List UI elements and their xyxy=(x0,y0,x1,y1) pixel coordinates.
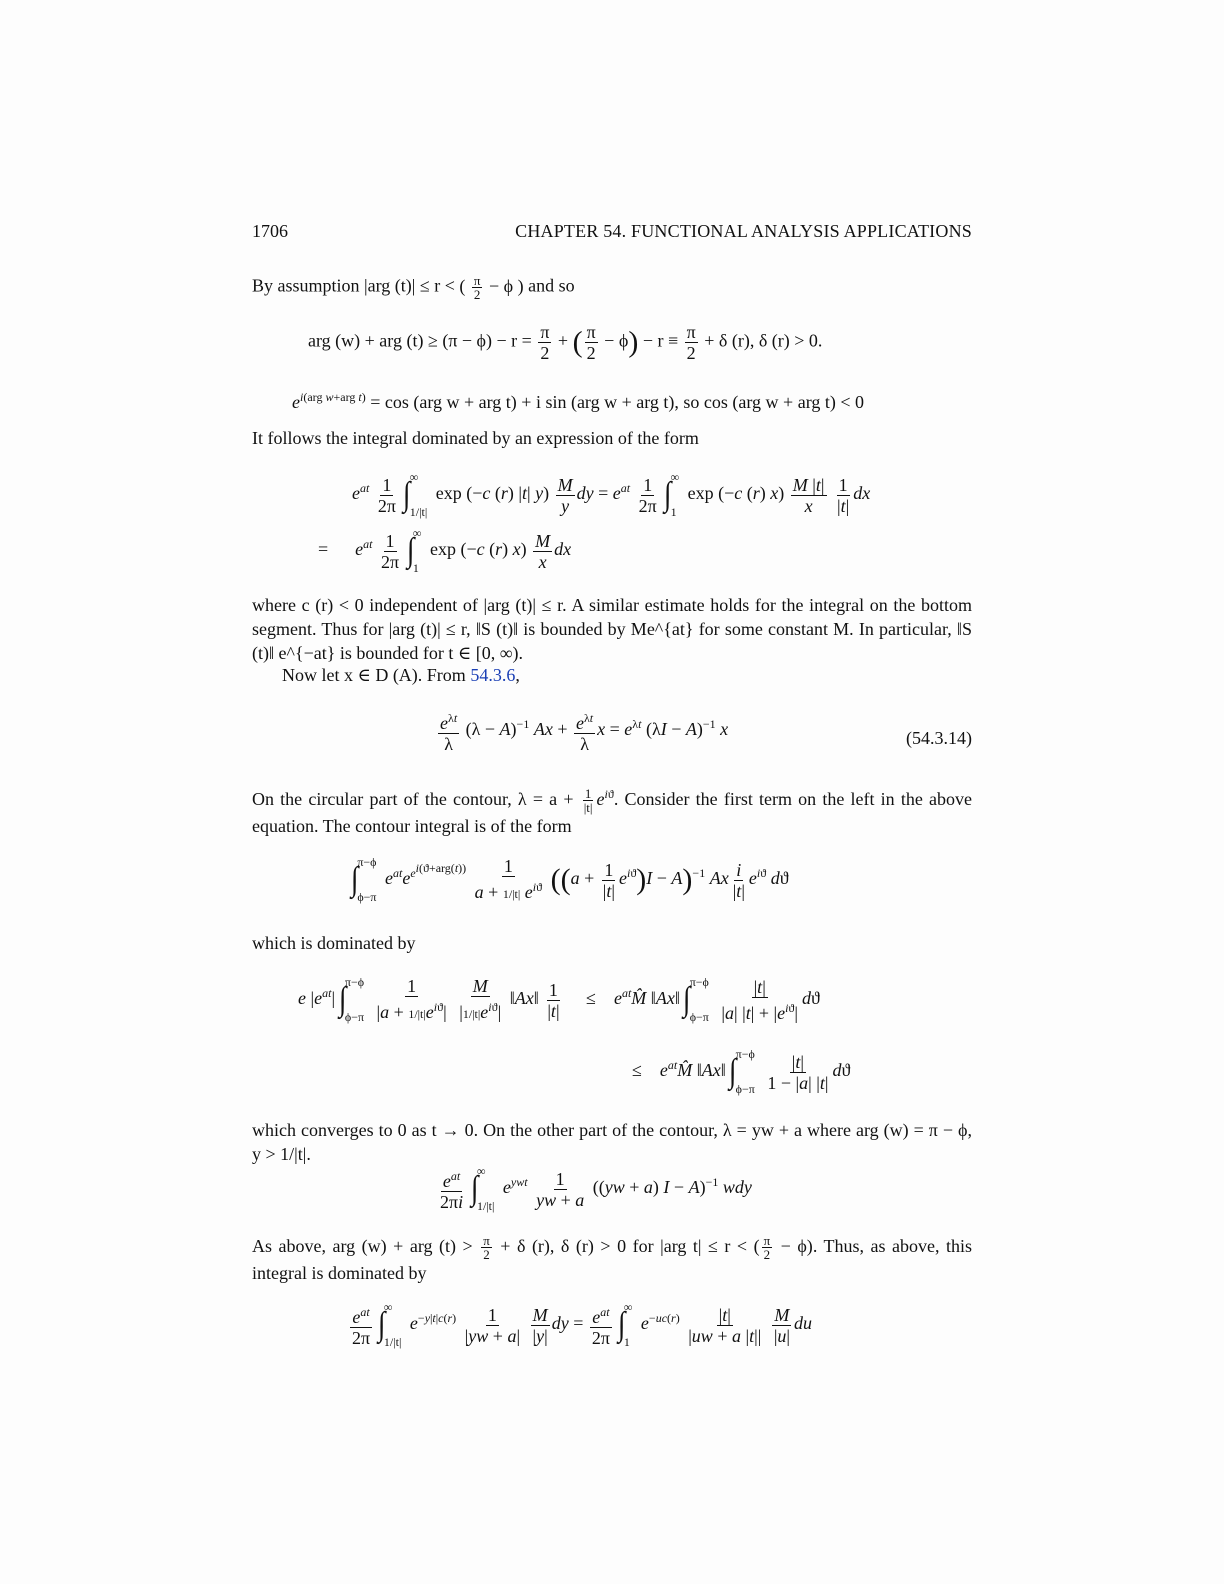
page xyxy=(252,0,972,1584)
equation-integral-bound-2: = $e^{at}$ $\frac{1}{2\pi}$ ∫ ∞ 1 exp (−c (r) x) $\frac{M}{x}$ dx xyxy=(318,526,572,575)
equation-arg-sum: arg (w) + arg (t) ≥ (π − ϕ) − r = $\frac{\pi}{2}$ + ( $\frac{\pi}{2}$ − ϕ) − r ≡ $\frac{\pi}{2}$ + δ (r), δ (r) > 0. xyxy=(308,322,823,363)
equation-dominated-bound-1: e $|e^{at}|$ ∫ π−ϕ ϕ−π $\frac{1}{|a + 1/|t|e^{iϑ}|}$ $\frac{M}{|1/|t|e^{iϑ}|}$ ‖Ax‖ $\frac{1}{|t|}$ ≤ $e^{at}M̂$ ‖Ax‖ ∫ π−ϕ ϕ−π $\frac{|t|}{|a| |t| + |e^{iϑ}|}$ dϑ xyxy=(298,975,820,1024)
equation-cos: $e^{i(arg w+arg t)} = \cos (arg$ w + arg t) + i sin (arg w + arg t), so cos (arg w + arg t) < 0 xyxy=(292,390,865,412)
now-let-text: Now let x ∈ D (A). From xyxy=(282,665,466,685)
reference-link[interactable]: 54.3.6 xyxy=(470,665,516,685)
paragraph-as-above: As above, arg (w) + arg (t) > $\frac{\pi}{2}$ + δ (r), δ (r) > 0 for |arg t| ≤ r < ( $\frac{\pi}{2}$ − ϕ). Thus, as above, this integral is dominated by xyxy=(252,1233,973,1284)
equation-arg-sum-tail: + δ (r), δ (r) > 0. xyxy=(704,330,823,351)
assumption-tail: and so xyxy=(528,275,575,296)
equation-cos-rhs: = cos (arg w + arg t) + i sin (arg w + arg t), so cos (arg w + arg t) < 0 xyxy=(370,392,865,412)
equation-final-bound: $\frac{e^{at}}{2\pi}$ ∫ ∞ 1/|t| $e^{-y|t|c(r)}$ $\frac{1}{|yw + a|}$ $\frac{M}{|y|}$ dy = $\frac{e^{at}}{2\pi}$ ∫ ∞ 1 $e^{-uc(r)}$ $\frac{|t|}{|uw + a |t||}$ $\frac{M}{|u|}$ du xyxy=(352,1300,813,1349)
paragraph-circular: On the circular part of the contour, λ = a + $\frac{1}{|t|}$ $e^{iϑ}$. Consider the first term on the left in the above equation. The contour integral is of the form xyxy=(252,786,973,837)
assumption-math: ( $\frac{\pi}{2}$ − ϕ ) xyxy=(459,273,524,302)
paragraph-assumption xyxy=(252,274,575,301)
circular-text-a: On the circular part of the contour, λ = a + xyxy=(252,789,574,809)
equation-contour-integral: ∫ π−ϕ ϕ−π $e^{at}e^{e^{i(ϑ+arg(t))}}$ $\frac{1}{a + 1/|t| e^{iϑ}}$ ((a + $\frac{1}{|t|}$ $e^{iϑ})I - A)^{-1}$ Ax $\frac{i}{|t|}$ $e^{iϑ}$ dϑ xyxy=(350,855,789,904)
as-above-text-c: . Thus, as above, this integral is dominated by xyxy=(252,1236,973,1284)
paragraph-where: where c (r) < 0 independent of |arg (t)| ≤ r. A similar estimate holds for the integral on the bottom segment. Thus for |arg (t)| ≤ r, ‖S (t)‖ is bounded by Me^{at} for some constant M. In particular, ‖S (t)‖ e^{−at} is bounded for t ∈ [0, ∞). xyxy=(252,595,972,663)
equation-54-3-14: $\frac{e^{\lambda t}}{\lambda}$ $(\lambda - A)^{-1}$ Ax + $\frac{e^{\lambda t}}{\lambda}$ $x = e^{\lambda t}$ $(\lambda I - A)^{-1}$ x xyxy=(436,708,728,754)
equation-dominated-bound-2: ≤ $e^{at}M̂$ ‖Ax‖ ∫ π−ϕ ϕ−π $\frac{|t|}{1 - |a| |t|}$ dϑ xyxy=(632,1047,851,1096)
circular-text-b: . Consider the first term on the left in the above equation. The contour integral is of the form xyxy=(252,789,973,837)
chapter-title: CHAPTER 54. FUNCTIONAL ANALYSIS APPLICATIONS xyxy=(515,221,972,241)
paragraph-dominated-by: which is dominated by xyxy=(252,933,416,953)
paragraph-dominated: It follows the integral dominated by an expression of the form xyxy=(252,428,699,448)
equation-integral-bound-1: $e^{at}$ $\frac{1}{2\pi}$ ∫ ∞ 1/|t| exp (−c (r) |t| y) $\frac{M}{y}$ dy = $e^{at}$ $\frac{1}{2\pi}$ ∫ ∞ 1 exp (−c (r) x) $\frac{M |t|}{x}$ $\frac{1}{|t|}$ dx xyxy=(352,470,871,519)
equation-arg-sum-lhs: arg (w) + arg (t) ≥ (π − ϕ) − r = xyxy=(308,330,532,351)
equation-number: (54.3.14) xyxy=(906,728,972,748)
as-above-text-a: As above, arg (w) + arg (t) > xyxy=(252,1236,473,1256)
equation-other-part: $\frac{e^{at}}{2\pi i}$ ∫ ∞ 1/|t| $e^{ywt}$ $\frac{1}{yw + a}$ ((yw + a) I − A)$^{-1}$ wdy xyxy=(440,1164,752,1213)
page-number: 1706 xyxy=(252,221,288,241)
paragraph-converges: which converges to 0 as t → 0. On the other part of the contour, λ = yw + a where arg (w) = π − ϕ, y > 1/|t|. xyxy=(252,1120,972,1164)
paragraph-now-let: Now let x ∈ D (A). From 54.3.6, xyxy=(282,665,520,685)
assumption-text: By assumption |arg (t)| ≤ r < xyxy=(252,275,455,296)
as-above-text-b: + δ (r), δ (r) > 0 for |arg t| ≤ r < xyxy=(500,1236,748,1256)
